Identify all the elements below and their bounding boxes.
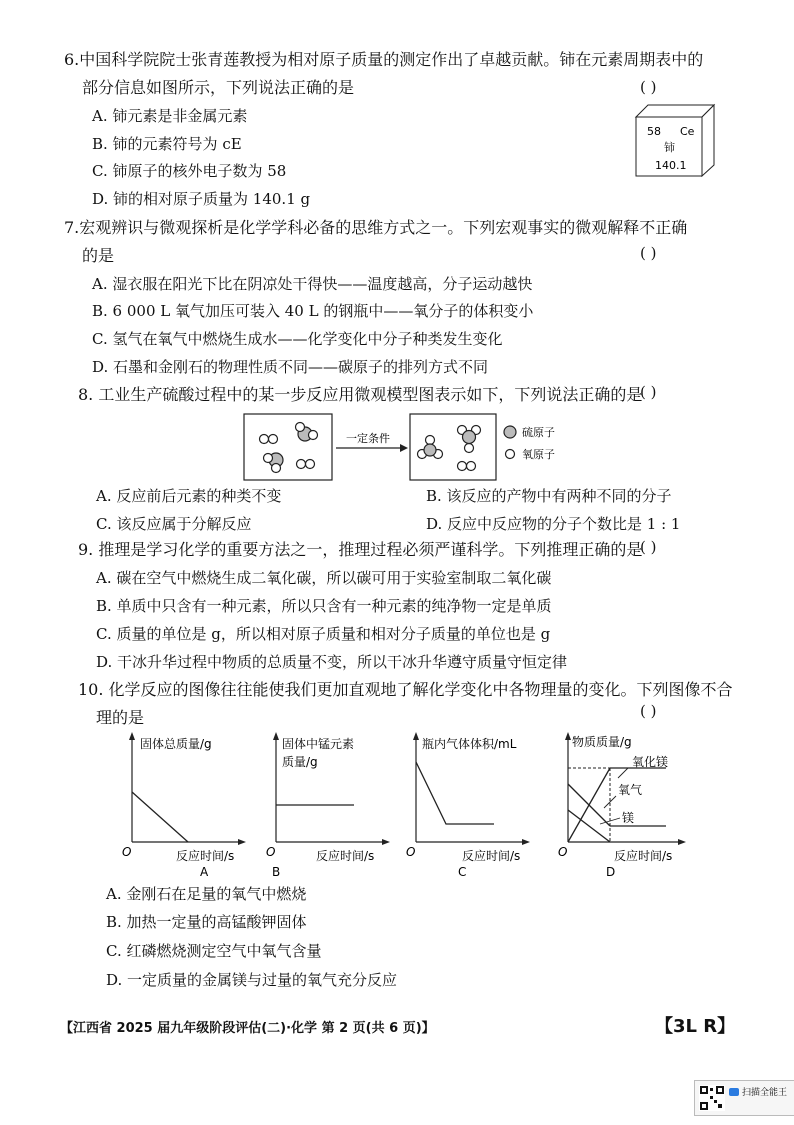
element-mass: 140.1 — [655, 159, 687, 172]
q9-option-b: B. 单质中只含有一种元素，所以只含有一种元素的纯净物一定是单质 — [96, 597, 552, 615]
graph-d-series-o2 — [568, 784, 610, 826]
graph-d-xlabel: 反应时间/s — [614, 849, 673, 863]
graph-d-label-o2: 氧气 — [618, 783, 643, 797]
sulfur-atom-legend-icon — [504, 426, 516, 438]
graph-d-ylabel: 物质质量/g — [572, 735, 632, 749]
q7-answer-blank[interactable]: ( ) — [640, 244, 657, 262]
element-cell-figure — [634, 103, 716, 178]
graph-a-xlabel: 反应时间/s — [176, 849, 235, 863]
graph-d — [556, 730, 706, 878]
q10-answer-blank[interactable]: ( ) — [640, 702, 657, 720]
scanner-brand: 扫描全能王 — [742, 1088, 788, 1098]
graph-c-ylabel: 瓶内气体体积/mL — [422, 737, 517, 751]
reactants-box — [244, 414, 332, 480]
q7-stem-line2: 的是 — [82, 246, 115, 265]
q8-option-a: A. 反应前后元素的种类不变 — [96, 487, 282, 505]
q10-stem-line2: 理的是 — [96, 708, 145, 727]
q9-stem: 9. 推理是学习化学的重要方法之一，推理过程必须严谨科学。下列推理正确的是 — [78, 540, 643, 559]
element-name: 铈 — [664, 141, 675, 154]
graph-d-tag: D — [606, 865, 616, 878]
q6-option-b: B. 铈的元素符号为 cE — [92, 135, 242, 153]
reaction-model-diagram — [240, 410, 580, 484]
q6-answer-blank[interactable]: ( ) — [640, 78, 657, 96]
q8-answer-blank[interactable]: ( ) — [640, 383, 657, 401]
q8-option-b: B. 该反应的产物中有两种不同的分子 — [426, 487, 672, 505]
graph-b-ylabel-line2: 质量/g — [282, 755, 318, 769]
element-number: 58 — [647, 125, 661, 138]
q9-option-d: D. 干冰升华过程中物质的总质量不变，所以干冰升华遵守质量守恒定律 — [96, 653, 568, 671]
q8-option-d: D. 反应中反应物的分子个数比是 1 : 1 — [426, 515, 681, 533]
graph-a-ylabel: 固体总质量/g — [140, 737, 212, 751]
q7-option-d: D. 石墨和金刚石的物理性质不同——碳原子的排列方式不同 — [92, 358, 489, 376]
q10-option-d: D. 一定质量的金属镁与过量的氧气充分反应 — [106, 971, 398, 989]
q6-option-a: A. 铈元素是非金属元素 — [92, 107, 248, 125]
graph-b — [264, 730, 394, 878]
graph-c — [404, 730, 544, 878]
q7-option-b: B. 6 000 L 氧气加压可装入 40 L 的钢瓶中——氧分子的体积变小 — [92, 302, 534, 320]
graph-d-series-mg — [568, 810, 610, 842]
q10-stem-line1: 10. 化学反应的图像往往能使我们更加直观地了解化学变化中各物理量的变化。下列图像不合 — [78, 680, 733, 699]
page-footer: 【江西省 2025 届九年级阶段评估(二)·化学 第 2 页(共 6 页)】 — [60, 1021, 435, 1036]
graph-a-origin: O — [122, 845, 132, 859]
graph-a-curve — [132, 792, 188, 842]
graph-d-label-mgo: 氧化镁 — [632, 755, 669, 769]
scanner-watermark — [694, 1080, 794, 1116]
q10-option-a: A. 金刚石在足量的氧气中燃烧 — [106, 885, 307, 903]
graph-c-xlabel: 反应时间/s — [462, 849, 521, 863]
paper-code: 【3L R】 — [655, 1016, 736, 1037]
qr-code-icon — [699, 1085, 725, 1111]
graph-c-tag: C — [458, 865, 467, 878]
graph-b-ylabel-line1: 固体中锰元素 — [282, 737, 355, 751]
legend-sulfur-label: 硫原子 — [522, 426, 555, 439]
graph-b-xlabel: 反应时间/s — [316, 849, 375, 863]
graph-b-origin: O — [266, 845, 276, 859]
q9-answer-blank[interactable]: ( ) — [640, 538, 657, 556]
q6-option-c: C. 铈原子的核外电子数为 58 — [92, 162, 287, 180]
q10-option-b: B. 加热一定量的高锰酸钾固体 — [106, 913, 307, 931]
graph-b-tag: B — [272, 865, 281, 878]
arrow-condition-label: 一定条件 — [346, 432, 390, 445]
q6-stem-line1: 6.中国科学院院士张青莲教授为相对原子质量的测定作出了卓越贡献。铈在元素周期表中的 — [64, 50, 704, 69]
scanner-logo-icon — [729, 1088, 739, 1096]
q9-option-c: C. 质量的单位是 g，所以相对原子质量和相对分子质量的单位也是 g — [96, 625, 551, 643]
graph-d-label-mg: 镁 — [622, 811, 635, 825]
q8-stem: 8. 工业生产硫酸过程中的某一步反应用微观模型图表示如下，下列说法正确的是 — [78, 385, 643, 404]
graph-a-tag: A — [200, 865, 209, 878]
q7-stem-line1: 7.宏观辨识与微观探析是化学学科必备的思维方式之一。下列宏观事实的微观解释不正确 — [64, 218, 688, 237]
q7-option-a: A. 湿衣服在阳光下比在阴凉处干得快——温度越高，分子运动越快 — [92, 275, 533, 293]
element-symbol: Ce — [680, 125, 695, 138]
graph-d-origin: O — [558, 845, 568, 859]
products-box — [410, 414, 496, 480]
q10-option-c: C. 红磷燃烧测定空气中氧气含量 — [106, 942, 322, 960]
graph-c-curve — [416, 762, 494, 824]
legend-oxygen-label: 氧原子 — [522, 448, 555, 461]
q9-option-a: A. 碳在空气中燃烧生成二氧化碳，所以碳可用于实验室制取二氧化碳 — [96, 569, 552, 587]
graph-c-origin: O — [406, 845, 416, 859]
q8-option-c: C. 该反应属于分解反应 — [96, 515, 252, 533]
q6-option-d: D. 铈的相对原子质量为 140.1 g — [92, 190, 311, 208]
q6-stem-line2: 部分信息如图所示，下列说法正确的是 — [82, 78, 355, 97]
oxygen-atom-legend-icon — [506, 450, 515, 459]
q7-option-c: C. 氢气在氧气中燃烧生成水——化学变化中分子种类发生变化 — [92, 330, 503, 348]
graph-a — [120, 730, 250, 878]
